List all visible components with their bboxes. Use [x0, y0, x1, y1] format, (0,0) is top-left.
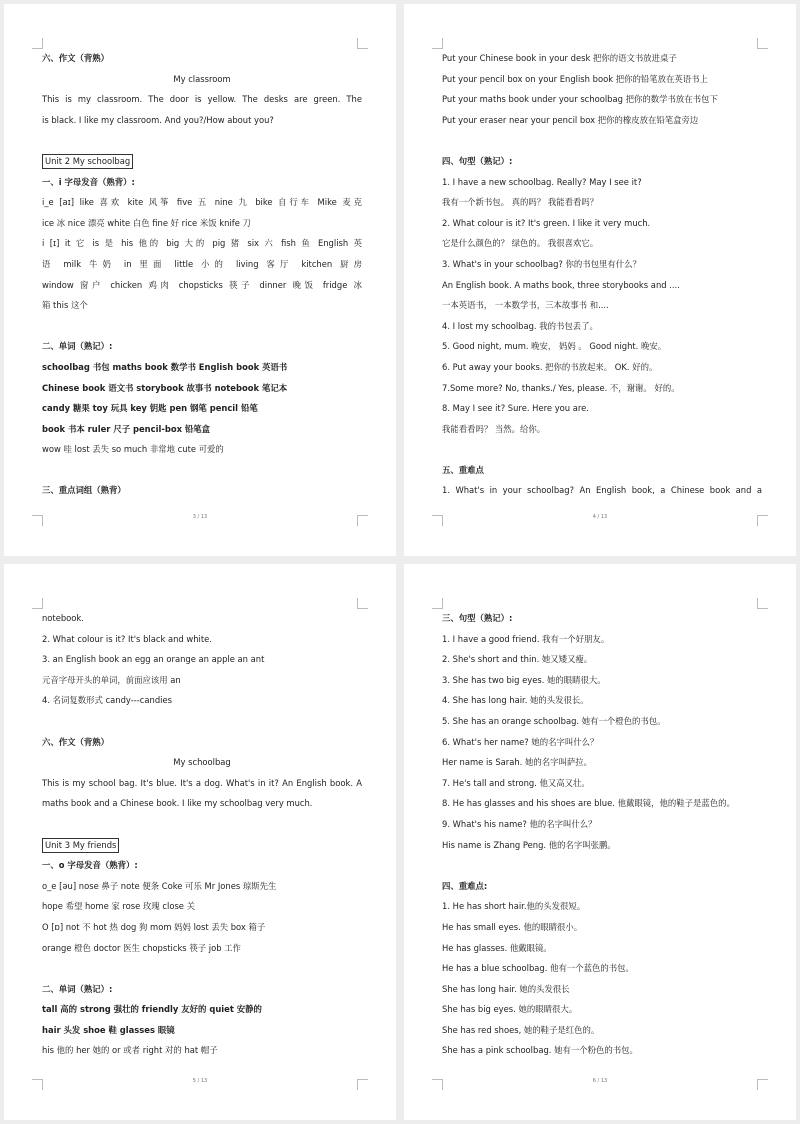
text-line: 2. What colour is it? It's black and white.	[42, 633, 212, 644]
text-line: his 他的 her 她的 or 或者 right 对的 hat 帽子	[42, 1045, 218, 1056]
text-line: 6. Put away your books. 把你的书放起来。 OK. 好的。	[442, 361, 658, 372]
text-line: hope 希望 home 家 rose 玫瑰 close 关	[42, 901, 195, 912]
text-line: 4. 名词复数形式 candy---candies	[42, 695, 173, 706]
text-line: 5. She has an orange schoolbag. 她有一个橙色的书包。	[442, 715, 666, 726]
section-heading: 四、句型（熟记）:	[442, 155, 513, 166]
text-line: 1. What's in your schoolbag? An English book, a Chinese book and a	[442, 485, 762, 496]
section-heading: schoolbag 书包 maths book 数学书 English book 英语书	[42, 361, 288, 372]
section-heading: candy 糖果 toy 玩具 key 钥匙 pen 钢笔 pencil 铅笔	[42, 403, 258, 414]
text-line: 箱 this 这个	[42, 300, 88, 311]
section-heading: 二、单词（熟记）:	[42, 341, 113, 352]
text-line: 我有一个新书包。 真的吗？ 我能看看吗？	[442, 197, 599, 208]
text-line: 3. What's in your schoolbag? 你的书包里有什么？	[442, 258, 641, 269]
text-line: i [ɪ] it 它 is 是 his 他的 big 大的 pig 猪 six 六 fish 鱼 English 英	[42, 238, 362, 249]
page-content	[442, 608, 762, 1061]
text-line: 4. I lost my schoolbag. 我的书包丢了。	[442, 320, 598, 331]
section-heading: book 书本 ruler 尺子 pencil-box 铅笔盒	[42, 423, 211, 434]
text-line: 1. I have a new schoolbag. Really? May I see it?	[442, 176, 642, 187]
text-line: She has big eyes. 她的眼睛很大。	[442, 1004, 578, 1015]
text-line: He has a blue schoolbag. 他有一个蓝色的书包。	[442, 963, 634, 974]
text-line: She has a pink schoolbag. 她有一个粉色的书包。	[442, 1045, 638, 1056]
document-page-3	[4, 4, 396, 556]
text-line: maths book and a Chinese book. I like my schoolbag very much.	[42, 798, 313, 809]
page-number: 3 / 13	[192, 514, 208, 520]
text-line: 1. He has short hair.他的头发很短。	[442, 901, 586, 912]
blank-line	[42, 711, 362, 732]
page-content	[442, 48, 762, 501]
text-line: Put your pencil box on your English book 把你的铅笔放在英语书上	[442, 73, 708, 84]
section-heading: 六、作文（背熟）	[42, 736, 109, 747]
text-line: o_e [əu] nose 鼻子 note 便条 Coke 可乐 Mr Jones 琼斯先生	[42, 880, 277, 891]
text-line: His name is Zhang Peng. 他的名字叫张鹏。	[442, 839, 616, 850]
document-page-5	[4, 564, 396, 1120]
page-number: 6 / 13	[592, 1078, 608, 1084]
text-line: 4. She has long hair. 她的头发很长。	[442, 695, 589, 706]
text-line: 9. What's his name? 他的名字叫什么？	[442, 818, 597, 829]
text-line: 8. He has glasses and his shoes are blue. 他戴眼镜，他的鞋子是蓝色的。	[442, 798, 735, 809]
text-line: 8. May I see it? Sure. Here you are.	[442, 403, 589, 414]
blank-line	[42, 814, 362, 835]
text-line: 2. She's short and thin. 她又矮又瘦。	[442, 654, 593, 665]
section-heading: 三、重点词组（熟背）	[42, 485, 126, 496]
text-line: 7.Some more? No, thanks./ Yes, please. 不，谢谢。 好的。	[442, 382, 680, 393]
text-line: notebook.	[42, 613, 84, 623]
text-line: He has small eyes. 他的眼睛很小。	[442, 921, 583, 932]
text-line: window 窗户 chicken 鸡肉 chopsticks 筷子 dinner 晚饭 fridge 冰	[42, 279, 362, 290]
unit-title: Unit 3 My friends	[42, 838, 119, 853]
section-heading: 三、句型（熟记）:	[442, 613, 513, 623]
blank-line	[442, 855, 762, 876]
text-line: Put your Chinese book in your desk 把你的语文书放进桌子	[442, 53, 677, 63]
text-line: 我能看看吗？ 当然。给你。	[442, 423, 546, 434]
section-heading: hair 头发 shoe 鞋 glasses 眼镜	[42, 1024, 175, 1035]
text-line: 一本英语书， 一本数学书，三本故事书 和....	[442, 300, 609, 311]
text-line: My classroom	[173, 73, 231, 84]
unit-title: Unit 2 My schoolbag	[42, 154, 133, 169]
text-line: Her name is Sarah. 她的名字叫萨拉。	[442, 757, 592, 768]
section-heading: tall 高的 strong 强壮的 friendly 友好的 quiet 安静的	[42, 1004, 262, 1015]
page-content	[42, 608, 362, 1061]
blank-line	[42, 460, 362, 481]
text-line: orange 橙色 doctor 医生 chopsticks 筷子 job 工作	[42, 942, 241, 953]
text-line: 2. What colour is it? It's green. I like it very much.	[442, 217, 651, 228]
text-line: 它是什么颜色的？ 绿色的。 我很喜欢它。	[442, 238, 599, 249]
section-heading: 四、重难点:	[442, 880, 488, 891]
text-line: She has red shoes, 她的鞋子是红色的。	[442, 1024, 600, 1035]
text-line: is black. I like my classroom. And you?/How about you?	[42, 114, 274, 125]
document-page-4	[404, 4, 796, 556]
unit-heading	[42, 151, 362, 172]
text-line: This is my classroom. The door is yellow. The desks are green. The	[42, 94, 362, 105]
text-line: 7. He's tall and strong. 他又高又壮。	[442, 777, 590, 788]
text-line: wow 哇 lost 丢失 so much 非常地 cute 可爱的	[42, 444, 224, 455]
section-heading: 六、作文（背熟）	[42, 53, 109, 63]
page-content	[42, 48, 362, 501]
text-line: 语 milk 牛奶 in 里面 little 小的 living 客厅 kitchen 厨房	[42, 258, 362, 269]
text-line: She has long hair. 她的头发很长	[442, 983, 570, 994]
section-heading: 一、o 字母发音（熟背）:	[42, 860, 138, 871]
text-line: My schoolbag	[173, 757, 231, 768]
page-number: 5 / 13	[192, 1078, 208, 1084]
text-line: i_e [aɪ] like 喜欢 kite 风筝 five 五 nine 九 bike 自行车 Mike 麦克	[42, 197, 362, 208]
text-line: 5. Good night, mum. 晚安， 妈妈 。 Good night. 晚安。	[442, 341, 667, 352]
section-heading: 二、单词（熟记）:	[42, 983, 113, 994]
text-line: This is my school bag. It's blue. It's a dog. What's in it? An English book. A	[42, 777, 362, 788]
text-line: Put your eraser near your pencil box 把你的橡皮放在铅笔盒旁边	[442, 114, 699, 125]
text-line: 3. an English book an egg an orange an apple an ant	[42, 654, 265, 665]
blank-line	[42, 958, 362, 979]
section-heading: 一、i 字母发音（熟背）:	[42, 176, 135, 187]
page-number: 4 / 13	[592, 514, 608, 520]
section-heading: Chinese book 语文书 storybook 故事书 notebook 笔记本	[42, 382, 288, 393]
text-line: 6. What's her name? 她的名字叫什么？	[442, 736, 599, 747]
text-line: O [ɒ] not 不 hot 热 dog 狗 mom 妈妈 lost 丢失 box 箱子	[42, 921, 266, 932]
text-line: He has glasses. 他戴眼镜。	[442, 942, 552, 953]
blank-line	[42, 316, 362, 337]
blank-line	[42, 130, 362, 151]
text-line: ice 冰 nice 漂亮 white 白色 fine 好 rice 米饭 knife 刀	[42, 217, 251, 228]
unit-heading	[42, 835, 362, 856]
blank-line	[442, 130, 762, 151]
text-line: 3. She has two big eyes. 她的眼睛很大。	[442, 674, 606, 685]
document-page-6	[404, 564, 796, 1120]
text-line: An English book. A maths book, three storybooks and ....	[442, 279, 680, 290]
section-heading: 五、重难点	[442, 464, 484, 475]
text-line: 1. I have a good friend. 我有一个好朋友。	[442, 633, 610, 644]
text-line: 元音字母开头的单词，前面应该用 an	[42, 674, 181, 685]
text-line: Put your maths book under your schoolbag 把你的数学书放在书包下	[442, 94, 718, 105]
blank-line	[442, 439, 762, 460]
